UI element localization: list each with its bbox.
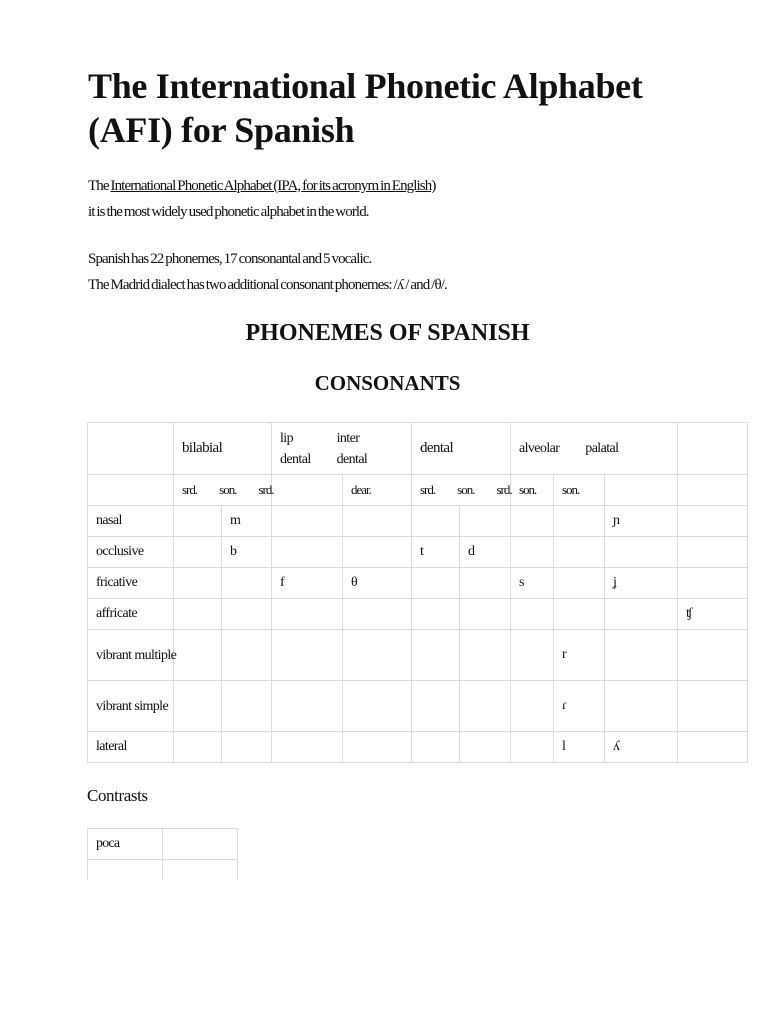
subheader-dear: dear.: [343, 475, 412, 506]
contrast-cell: poca: [88, 829, 163, 860]
phoneme-cell: [412, 506, 460, 537]
phoneme-cell: [511, 537, 554, 568]
page-title: The International Phonetic Alphabet (AFI) for Spanish: [88, 66, 643, 150]
phoneme-cell: [605, 537, 678, 568]
phoneme-cell: [511, 732, 554, 763]
phoneme-cell: [511, 506, 554, 537]
subsection-title: CONSONANTS: [314, 371, 461, 395]
phoneme-cell: [272, 599, 343, 630]
table-header-row: [88, 423, 748, 475]
row-label: nasal: [88, 506, 174, 537]
phoneme-cell: θ: [343, 568, 412, 599]
phoneme-cell: [678, 537, 748, 568]
page-bottom-space: [0, 880, 768, 1024]
phoneme-cell: [554, 506, 605, 537]
phoneme-cell: [272, 506, 343, 537]
intro-paragraph: [88, 173, 435, 225]
intro-line-2: it is the most widely used phonetic alphabet in the world.: [88, 204, 369, 220]
phoneme-cell: [412, 568, 460, 599]
subheader-alveolar: son.: [511, 475, 554, 506]
phoneme-cell: [678, 681, 748, 732]
contrasts-heading: Contrasts: [87, 786, 148, 805]
header-inter-dental: inter dental: [336, 430, 368, 467]
phoneme-cell: [460, 681, 511, 732]
phoneme-cell: [174, 537, 222, 568]
phoneme-cell: [174, 599, 222, 630]
phoneme-cell: [511, 599, 554, 630]
consonant-table-scroll[interactable]: [87, 422, 692, 766]
phoneme-cell: [460, 506, 511, 537]
header-lip-dental: lip dental: [280, 430, 311, 467]
subheader-bilabial: srd. son. srd.: [174, 475, 272, 506]
phoneme-cell: ʎ: [605, 732, 678, 763]
phoneme-cell: b: [222, 537, 272, 568]
phoneme-cell: ʧ: [678, 599, 748, 630]
row-label: affricate: [88, 599, 174, 630]
contrast-cell: [163, 829, 238, 860]
phoneme-cell: [678, 506, 748, 537]
summary-paragraph: [88, 246, 447, 298]
phoneme-cell: [678, 568, 748, 599]
phoneme-cell: [222, 568, 272, 599]
phoneme-cell: [343, 599, 412, 630]
phoneme-cell: [174, 506, 222, 537]
phoneme-cell: [511, 681, 554, 732]
phoneme-cell: [460, 630, 511, 681]
table-row: [88, 537, 748, 568]
header-dental: dental: [412, 423, 511, 475]
row-label: vibrant simple: [88, 681, 174, 732]
phoneme-cell: [343, 506, 412, 537]
row-label: lateral: [88, 732, 174, 763]
subheader-palatal: son.: [554, 475, 605, 506]
phoneme-cell: [412, 732, 460, 763]
phoneme-cell: [605, 681, 678, 732]
row-label: occlusive: [88, 537, 174, 568]
phoneme-cell: [460, 599, 511, 630]
phoneme-cell: [174, 568, 222, 599]
header-alveolar-palatal: [511, 423, 678, 475]
phoneme-cell: [174, 630, 222, 681]
phoneme-cell: l: [554, 732, 605, 763]
table-row: [88, 630, 748, 681]
phoneme-cell: f: [272, 568, 343, 599]
phoneme-cell: [460, 568, 511, 599]
section-title: PHONEMES OF SPANISH: [245, 320, 530, 346]
contrast-row: [88, 829, 238, 860]
header-alveolar: alveolar: [519, 440, 560, 456]
phoneme-cell: [272, 630, 343, 681]
phoneme-cell: [605, 599, 678, 630]
phoneme-cell: [222, 681, 272, 732]
table-subheader-row: [88, 475, 748, 506]
phoneme-cell: [174, 732, 222, 763]
phoneme-cell: [222, 599, 272, 630]
phoneme-cell: [412, 681, 460, 732]
phoneme-cell: [222, 630, 272, 681]
phoneme-cell: r: [554, 630, 605, 681]
header-lip-inter-dental: [272, 423, 412, 475]
phoneme-cell: [343, 537, 412, 568]
phoneme-cell: [554, 568, 605, 599]
phoneme-cell: [343, 681, 412, 732]
phoneme-cell: t: [412, 537, 460, 568]
phoneme-cell: [343, 630, 412, 681]
consonant-table: [87, 422, 748, 763]
phoneme-cell: ʝ: [605, 568, 678, 599]
phoneme-cell: [222, 732, 272, 763]
phoneme-cell: [174, 681, 222, 732]
header-empty-cell: [88, 423, 174, 475]
phoneme-cell: [343, 732, 412, 763]
table-row: [88, 732, 748, 763]
table-row: [88, 506, 748, 537]
table-row: [88, 568, 748, 599]
summary-line-1: Spanish has 22 phonemes, 17 consonantal and 5 vocalic.: [88, 251, 372, 267]
phoneme-cell: s: [511, 568, 554, 599]
phoneme-cell: [412, 630, 460, 681]
ipa-link[interactable]: International Phonetic Alphabet (IPA, for its acronym in English): [110, 178, 436, 194]
summary-line-2: The Madrid dialect has two additional consonant phonemes: /ʎ / and /θ/.: [88, 277, 447, 293]
phoneme-cell: [678, 630, 748, 681]
header-palatal: palatal: [585, 440, 619, 456]
phoneme-cell: [605, 630, 678, 681]
row-label: vibrant multiple: [88, 630, 174, 681]
header-blank: [678, 423, 748, 475]
phoneme-cell: [272, 537, 343, 568]
phoneme-cell: [678, 732, 748, 763]
header-bilabial: bilabial: [174, 423, 272, 475]
phoneme-cell: ɲ: [605, 506, 678, 537]
phoneme-cell: [272, 732, 343, 763]
phoneme-cell: [460, 732, 511, 763]
phoneme-cell: [412, 599, 460, 630]
intro-prefix: The: [88, 178, 111, 194]
row-label: fricative: [88, 568, 174, 599]
phoneme-cell: [272, 681, 343, 732]
phoneme-cell: [511, 630, 554, 681]
table-row: [88, 599, 748, 630]
subheader-dental: srd. son. srd.: [412, 475, 511, 506]
phoneme-cell: ɾ: [554, 681, 605, 732]
phoneme-cell: [554, 537, 605, 568]
phoneme-cell: m: [222, 506, 272, 537]
table-row: [88, 681, 748, 732]
phoneme-cell: d: [460, 537, 511, 568]
phoneme-cell: [554, 599, 605, 630]
